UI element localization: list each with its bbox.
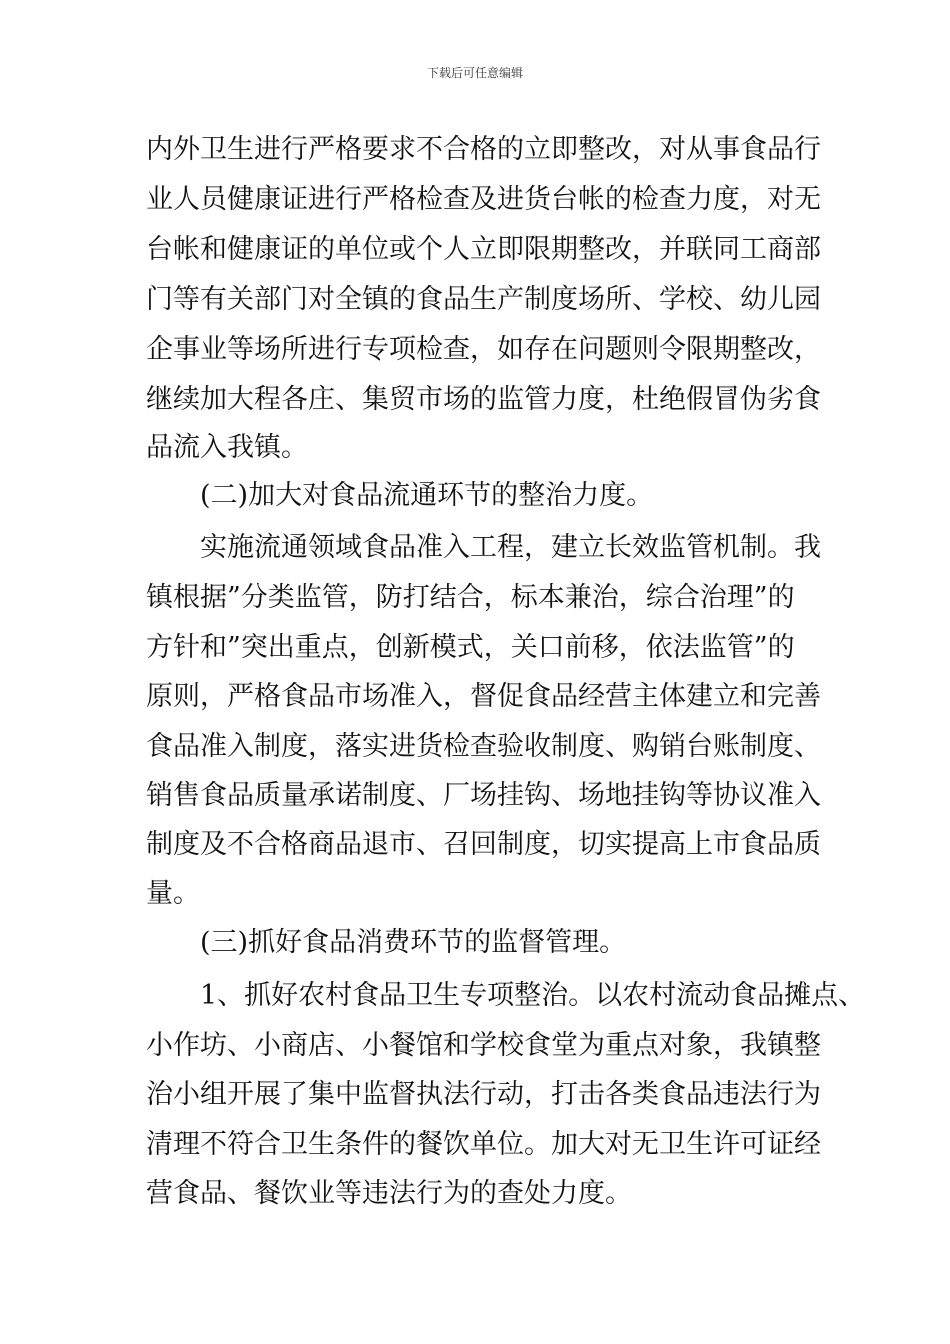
text-line: 1、抓好农村食品卫生专项整治。以农村流动食品摊点、 xyxy=(200,980,866,1011)
text-line: 业人员健康证进行严格检查及进货台帐的检查力度，对无 xyxy=(146,184,821,215)
text-line: 营食品、餐饮业等违法行为的查处力度。 xyxy=(146,1178,632,1209)
text-line: 销售食品质量承诺制度、厂场挂钩、场地挂钩等协议准入 xyxy=(146,780,821,811)
text-line: 台帐和健康证的单位或个人立即限期整改，并联同工商部 xyxy=(146,234,821,265)
text-line: 继续加大程各庄、集贸市场的监管力度，杜绝假冒伪劣食 xyxy=(146,384,821,415)
text-line: 原则，严格食品市场准入，督促食品经营主体建立和完善 xyxy=(146,681,821,712)
text-line: 实施流通领域食品准入工程，建立长效监管机制。我 xyxy=(200,532,821,563)
text-line: 量。 xyxy=(146,878,200,909)
section-heading: (二)加大对食品流通环节的整治力度。 xyxy=(200,480,654,511)
text-line: 方针和”突出重点，创新模式，关口前移，依法监管”的 xyxy=(146,632,795,663)
text-line: 治小组开展了集中监督执法行动，打击各类食品违法行为 xyxy=(146,1079,821,1110)
text-line: 制度及不合格商品退市、召回制度，切实提高上市食品质 xyxy=(146,829,821,860)
text-line: 企事业等场所进行专项检查，如存在问题则令限期整改， xyxy=(146,334,821,365)
text-line: 门等有关部门对全镇的食品生产制度场所、学校、幼儿园 xyxy=(146,284,821,315)
text-line: 清理不符合卫生条件的餐饮单位。加大对无卫生许可证经 xyxy=(146,1129,821,1160)
text-line: 品流入我镇。 xyxy=(146,432,308,463)
text-line: 食品准入制度，落实进货检查验收制度、购销台账制度、 xyxy=(146,731,821,762)
page-header: 下载后可任意编辑 xyxy=(426,66,523,80)
text-line: 小作坊、小商店、小餐馆和学校食堂为重点对象，我镇整 xyxy=(146,1030,821,1061)
section-heading: (三)抓好食品消费环节的监督管理。 xyxy=(200,927,627,958)
text-line: 内外卫生进行严格要求不合格的立即整改，对从事食品行 xyxy=(146,134,821,165)
text-line: 镇根据”分类监管，防打结合，标本兼治，综合治理”的 xyxy=(146,582,795,613)
